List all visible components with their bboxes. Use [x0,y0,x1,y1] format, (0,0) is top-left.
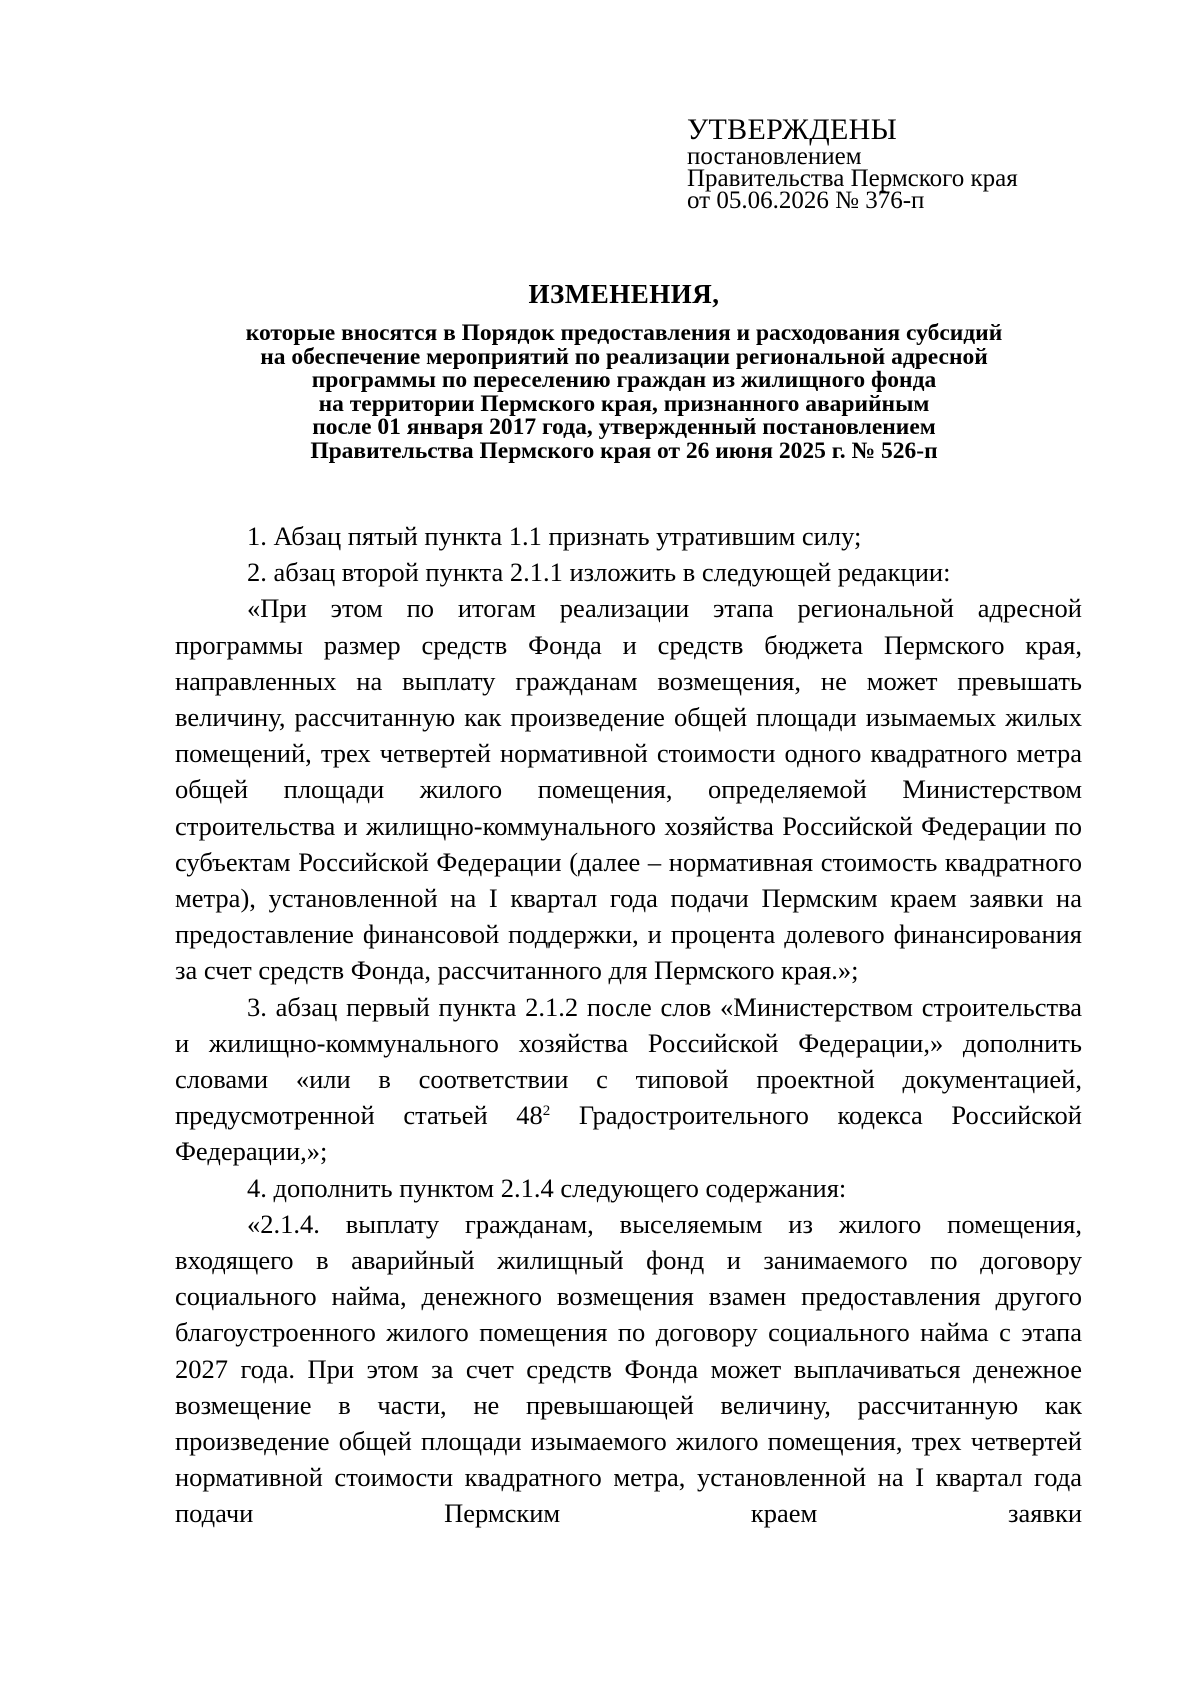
paragraph-quoted-text: «При этом по итогам реализации этапа региональной адресной программы размер средств Фонда и средств бюджета Пермского края, направленных на выплату гражданам возмещения, не может превышать величину, рассчитанную как произведение общей площади изымаемых жилых помещений, трех четвертей нормативной стоимости одного квадратного метра общей площади жилого помещения, определяемой Министерством строительства и жилищно-коммунального хозяйства Российской Федерации по субъектам Российской Федерации (далее – нормативная стоимость квадратного метра), установленной на I квартал года подачи Пермским краем заявки на предоставление финансовой поддержки, и процента долевого финансирования за счет средств Фонда, рассчитанного для Пермского края.»; [175,593,1082,986]
document-title: ИЗМЕНЕНИЯ, [528,279,720,309]
paragraph-item-4: 4. дополнить пунктом 2.1.4 следующего содержания: [247,1172,847,1203]
subtitle-line: Правительства Пермского края от 26 июня 2025 г. № 526-п [310,437,938,464]
subtitle-line: после 01 января 2017 года, утвержденный постановлением [312,414,936,440]
document-heading [160,278,1088,463]
subtitle-line: которые вносятся в Порядок предоставления и расходования субсидий [245,320,1003,346]
approval-line-3: от 05.06.2026 № 376-п [687,187,925,214]
paragraph-item-3 [175,989,1082,1170]
paragraph-new-item-text: «2.1.4. выплату гражданам, выселяемым из жилого помещения, входящего в аварийный жилищный фонд и занимаемого по договору социального найма, денежного возмещения взамен предоставления другого благоустроенного жилого помещения по договору социального найма с этапа 2027 года. При этом за счет средств Фонда может выплачиваться денежное возмещение в части, не превышающей величину, рассчитанную как произведение общей площади изымаемого жилого помещения, трех четвертей нормативной стоимости квадратного метра, установленной на I квартал года подачи Пермским краем заявки [175,1208,1082,1529]
approval-line-2: Правительства Пермского края [687,165,1018,192]
paragraph-item-1: 1. Абзац пятый пункта 1.1 признать утратившим силу; [247,521,862,551]
subtitle-line: программы по переселению граждан из жилищного фонда [311,367,937,393]
paragraph-item-3-tail: Градостроительного кодекса Российской Федерации,»; [175,1100,1082,1167]
approval-title: УТВЕРЖДЕНЫ [687,113,898,146]
article-superscript: 2 [542,1103,551,1120]
document-subtitle [160,322,1088,463]
paragraph-item-3-text: 3. абзац первый пункта 2.1.2 после слов «Министерством строительства и жилищно-коммунального хозяйства Российской Федерации,» дополнить словами «или в соответствии с типовой проектной документацией, предусмотренной статьей 48 [175,991,1082,1131]
document-body [175,518,1082,1532]
paragraph-item-2: 2. абзац второй пункта 2.1.1 изложить в следующей редакции: [247,557,951,588]
approval-line-1: постановлением [687,143,862,170]
subtitle-line: на обеспечение мероприятий по реализации региональной адресной [260,343,988,370]
approval-block [687,114,1107,212]
subtitle-line: на территории Пермского края, признанного аварийным [318,390,930,417]
